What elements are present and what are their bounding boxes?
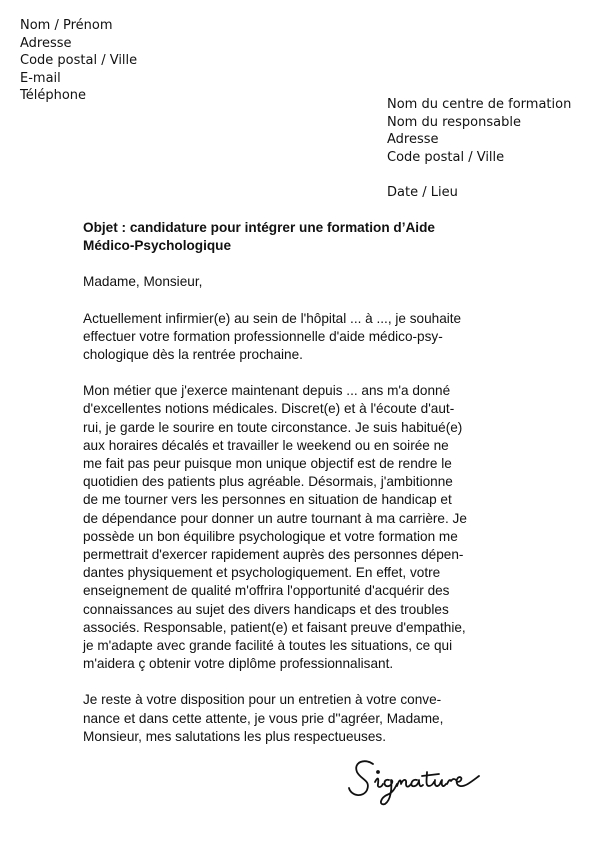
paragraph-line: m'aidera ç obtenir votre diplôme professionnalisant.: [83, 656, 394, 672]
paragraph-line: Actuellement infirmier(e) au sein de l'hôpital ... à ..., je souhaite: [83, 310, 462, 326]
recipient-center: Nom du centre de formation: [387, 97, 572, 112]
paragraph-line: nance et dans cette attente, je vous prie d''agréer, Madame,: [83, 710, 444, 726]
sender-block: [20, 17, 137, 105]
paragraph-line: rui, je garde le sourire en toute circonstance. Je suis habitué(e): [83, 419, 463, 435]
paragraph-line: permettrait d'exercer rapidement auprès des personnes dépen-: [83, 547, 464, 563]
paragraph-line: possède un bon équilibre psychologique et votre formation me: [83, 528, 458, 544]
paragraph-line: Mon métier que j'exerce maintenant depuis ... ans m'a donné: [83, 383, 451, 399]
subject-heading: [83, 219, 523, 255]
subject-line: Médico-Psychologique: [83, 238, 232, 254]
paragraph-line: Je reste à votre disposition pour un entretien à votre conve-: [83, 692, 442, 708]
sender-email: E-mail: [20, 70, 61, 86]
paragraph-closing: [83, 691, 523, 746]
paragraph-line: effectuer votre formation professionnelle d'aide médico-psy-: [83, 328, 443, 344]
paragraph-line: d'excellentes notions médicales. Discret(e) et à l'écoute d'aut-: [83, 401, 455, 417]
paragraph-line: Monsieur, mes salutations les plus respectueuses.: [83, 728, 386, 744]
recipient-block: [387, 96, 571, 202]
recipient-address: Adresse: [387, 132, 439, 148]
recipient-manager: Nom du responsable: [387, 114, 521, 130]
salutation: Madame, Monsieur,: [83, 274, 203, 290]
signature-handwriting: [345, 752, 490, 812]
signature: [345, 752, 490, 812]
paragraph-line: chologique dès la rentrée prochaine.: [83, 347, 303, 363]
paragraph-intro: [83, 310, 523, 365]
paragraph-line: je m'adapte avec grande facilité à toutes les situations, ce qui: [83, 638, 453, 654]
subject-line: Objet : candidature pour intégrer une formation d’Aide: [83, 220, 435, 235]
sender-address: Adresse: [20, 35, 72, 51]
paragraph-line: de dépendance pour donner un autre tournant à ma carrière. Je: [83, 510, 467, 526]
paragraph-line: aux horaires décalés et travailler le weekend ou en soirée ne: [83, 437, 449, 453]
letter-body: [83, 219, 523, 746]
paragraph-line: associés. Responsable, patient(e) et faisant preuve d'empathie,: [83, 619, 466, 635]
recipient-postal-city: Code postal / Ville: [387, 149, 505, 165]
paragraph-line: me fait pas peur puisque mon unique objectif est de rendre le: [83, 456, 452, 472]
paragraph-line: dantes physiquement et psychologiquement. En effet, votre: [83, 565, 441, 581]
sender-name: Nom / Prénom: [20, 18, 113, 33]
paragraph-line: connaissances au sujet des divers handicaps et des troubles: [83, 601, 449, 617]
paragraph-motivation: [83, 382, 523, 673]
sender-postal-city: Code postal / Ville: [20, 53, 138, 69]
paragraph-line: enseignement de qualité m'offrira l'opportunité d'acquérir des: [83, 583, 450, 599]
paragraph-line: quotidien des patients plus agréable. Désormais, j'ambitionne: [83, 474, 453, 490]
sender-phone: Téléphone: [20, 88, 87, 104]
date-place: Date / Lieu: [387, 185, 458, 201]
paragraph-line: de me tourner vers les personnes en situation de handicap et: [83, 492, 452, 508]
